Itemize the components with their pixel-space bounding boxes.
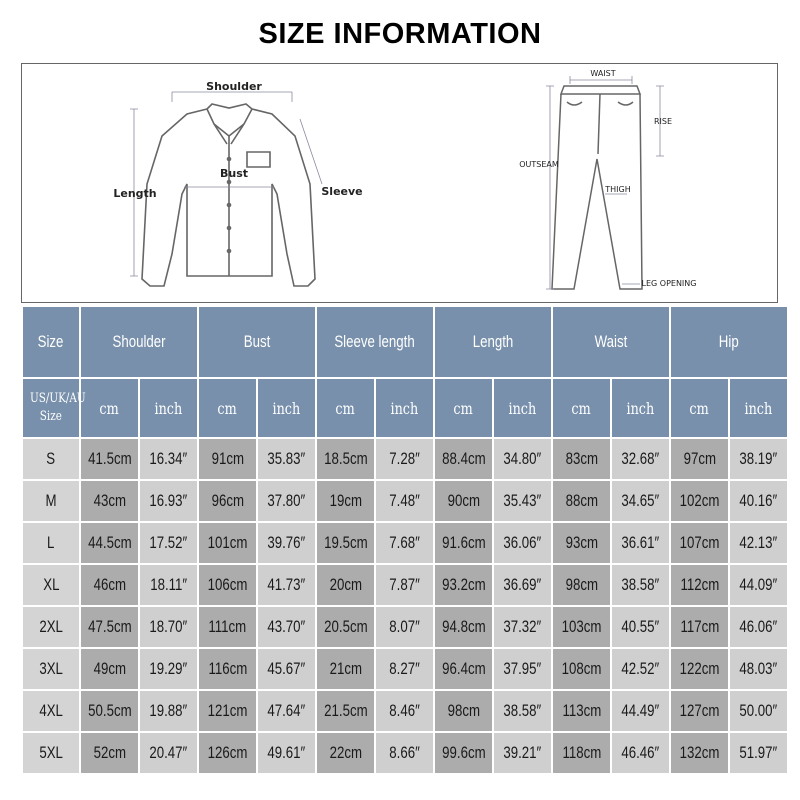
cell-hip-in: 46.06″ [730, 607, 787, 647]
cell-waist-cm: 93cm [553, 523, 610, 563]
cell-waist-cm: 118cm [553, 733, 610, 773]
table-row [23, 565, 787, 605]
cell-hip-cm: 107cm [671, 523, 728, 563]
table-row [23, 733, 787, 773]
cell-length-in: 37.95″ [494, 649, 551, 689]
unit-cm: cm [553, 379, 610, 437]
cell-bust-cm: 121cm [199, 691, 256, 731]
cell-bust-in: 45.67″ [258, 649, 315, 689]
leg-opening-label: LEG OPENING [641, 279, 697, 288]
cell-bust-cm: 101cm [199, 523, 256, 563]
thigh-label: THIGH [605, 185, 631, 194]
table-row [23, 691, 787, 731]
bust-label: Bust [219, 167, 249, 180]
garment-illustration [22, 64, 779, 304]
cell-length-in: 39.21″ [494, 733, 551, 773]
unit-cm: cm [671, 379, 728, 437]
cell-shoulder-in: 19.88″ [140, 691, 197, 731]
cell-size: 4XL [23, 691, 79, 731]
cell-hip-cm: 97cm [671, 439, 728, 479]
shirt-drawing [142, 104, 315, 286]
cell-shoulder-cm: 43cm [81, 481, 138, 521]
cell-bust-in: 43.70″ [258, 607, 315, 647]
cell-shoulder-in: 16.34″ [140, 439, 197, 479]
cell-hip-cm: 112cm [671, 565, 728, 605]
unit-cm: cm [81, 379, 138, 437]
cell-length-cm: 96.4cm [435, 649, 492, 689]
waist-label: WAIST [590, 69, 616, 78]
cell-sleeve-cm: 22cm [317, 733, 374, 773]
cell-shoulder-in: 16.93″ [140, 481, 197, 521]
cell-bust-in: 39.76″ [258, 523, 315, 563]
cell-bust-in: 35.83″ [258, 439, 315, 479]
cell-sleeve-in: 8.46″ [376, 691, 433, 731]
cell-hip-cm: 117cm [671, 607, 728, 647]
cell-sleeve-in: 7.68″ [376, 523, 433, 563]
unit-inch: inch [376, 379, 433, 437]
cell-sleeve-cm: 20.5cm [317, 607, 374, 647]
length-label: Length [113, 187, 157, 200]
page-title: SIZE INFORMATION [258, 18, 542, 50]
header-bust: Bust [199, 307, 315, 377]
cell-bust-cm: 116cm [199, 649, 256, 689]
cell-shoulder-cm: 50.5cm [81, 691, 138, 731]
cell-waist-cm: 103cm [553, 607, 610, 647]
cell-hip-in: 40.16″ [730, 481, 787, 521]
cell-length-cm: 88.4cm [435, 439, 492, 479]
cell-length-cm: 99.6cm [435, 733, 492, 773]
header-length: Length [435, 307, 551, 377]
cell-hip-in: 51.97″ [730, 733, 787, 773]
cell-waist-in: 46.46″ [612, 733, 669, 773]
unit-inch: inch [140, 379, 197, 437]
cell-shoulder-in: 19.29″ [140, 649, 197, 689]
header-size: Size [23, 307, 79, 377]
unit-cm: cm [317, 379, 374, 437]
cell-waist-cm: 113cm [553, 691, 610, 731]
unit-inch: inch [258, 379, 315, 437]
cell-length-in: 38.58″ [494, 691, 551, 731]
cell-sleeve-cm: 21cm [317, 649, 374, 689]
cell-sleeve-cm: 19.5cm [317, 523, 374, 563]
cell-length-in: 36.69″ [494, 565, 551, 605]
cell-sleeve-cm: 20cm [317, 565, 374, 605]
cell-bust-cm: 126cm [199, 733, 256, 773]
cell-waist-in: 36.61″ [612, 523, 669, 563]
unit-inch: inch [494, 379, 551, 437]
unit-inch: inch [730, 379, 787, 437]
cell-bust-cm: 91cm [199, 439, 256, 479]
cell-length-cm: 98cm [435, 691, 492, 731]
unit-inch: inch [612, 379, 669, 437]
unit-cm: cm [199, 379, 256, 437]
cell-hip-in: 48.03″ [730, 649, 787, 689]
cell-bust-in: 37.80″ [258, 481, 315, 521]
header-sleeve-length: Sleeve length [317, 307, 433, 377]
cell-shoulder-cm: 47.5cm [81, 607, 138, 647]
cell-shoulder-cm: 41.5cm [81, 439, 138, 479]
cell-sleeve-cm: 19cm [317, 481, 374, 521]
table-header-row [23, 307, 787, 377]
cell-size: L [23, 523, 79, 563]
shoulder-label: Shoulder [206, 80, 262, 93]
measurement-diagram [21, 63, 778, 303]
cell-bust-cm: 111cm [199, 607, 256, 647]
table-row [23, 649, 787, 689]
cell-shoulder-cm: 49cm [81, 649, 138, 689]
cell-size: S [23, 439, 79, 479]
cell-shoulder-in: 20.47″ [140, 733, 197, 773]
cell-size: 5XL [23, 733, 79, 773]
cell-size: XL [23, 565, 79, 605]
cell-sleeve-cm: 21.5cm [317, 691, 374, 731]
table-row [23, 481, 787, 521]
cell-length-cm: 90cm [435, 481, 492, 521]
cell-waist-cm: 83cm [553, 439, 610, 479]
header-waist: Waist [553, 307, 669, 377]
cell-waist-in: 38.58″ [612, 565, 669, 605]
unit-size-cell: US/UK/AU Size [23, 379, 79, 437]
cell-length-cm: 91.6cm [435, 523, 492, 563]
cell-bust-in: 47.64″ [258, 691, 315, 731]
cell-waist-in: 34.65″ [612, 481, 669, 521]
cell-waist-in: 44.49″ [612, 691, 669, 731]
cell-hip-in: 50.00″ [730, 691, 787, 731]
cell-sleeve-in: 8.07″ [376, 607, 433, 647]
unit-cm: cm [435, 379, 492, 437]
cell-hip-in: 44.09″ [730, 565, 787, 605]
cell-hip-cm: 122cm [671, 649, 728, 689]
cell-hip-cm: 102cm [671, 481, 728, 521]
cell-length-in: 35.43″ [494, 481, 551, 521]
cell-length-in: 34.80″ [494, 439, 551, 479]
cell-waist-in: 32.68″ [612, 439, 669, 479]
cell-bust-cm: 96cm [199, 481, 256, 521]
cell-hip-cm: 132cm [671, 733, 728, 773]
cell-waist-in: 40.55″ [612, 607, 669, 647]
cell-waist-cm: 88cm [553, 481, 610, 521]
cell-sleeve-in: 7.28″ [376, 439, 433, 479]
cell-shoulder-cm: 44.5cm [81, 523, 138, 563]
cell-length-cm: 94.8cm [435, 607, 492, 647]
cell-shoulder-cm: 52cm [81, 733, 138, 773]
cell-sleeve-cm: 18.5cm [317, 439, 374, 479]
cell-sleeve-in: 8.27″ [376, 649, 433, 689]
cell-size: 3XL [23, 649, 79, 689]
table-row [23, 607, 787, 647]
table-row [23, 523, 787, 563]
cell-hip-in: 42.13″ [730, 523, 787, 563]
cell-sleeve-in: 8.66″ [376, 733, 433, 773]
cell-bust-cm: 106cm [199, 565, 256, 605]
cell-bust-in: 49.61″ [258, 733, 315, 773]
shirt-guides [130, 92, 322, 276]
cell-length-cm: 93.2cm [435, 565, 492, 605]
cell-size: 2XL [23, 607, 79, 647]
header-shoulder: Shoulder [81, 307, 197, 377]
cell-hip-cm: 127cm [671, 691, 728, 731]
cell-sleeve-in: 7.48″ [376, 481, 433, 521]
cell-shoulder-cm: 46cm [81, 565, 138, 605]
cell-bust-in: 41.73″ [258, 565, 315, 605]
cell-waist-in: 42.52″ [612, 649, 669, 689]
cell-sleeve-in: 7.87″ [376, 565, 433, 605]
rise-label: RISE [653, 117, 673, 126]
pants-guides [546, 76, 664, 289]
outseam-label: OUTSEAM [519, 160, 559, 169]
cell-shoulder-in: 18.11″ [140, 565, 197, 605]
cell-length-in: 37.32″ [494, 607, 551, 647]
size-rows [23, 439, 787, 773]
cell-shoulder-in: 17.52″ [140, 523, 197, 563]
table-unit-row [23, 379, 787, 437]
cell-waist-cm: 98cm [553, 565, 610, 605]
header-hip: Hip [671, 307, 787, 377]
cell-waist-cm: 108cm [553, 649, 610, 689]
cell-hip-in: 38.19″ [730, 439, 787, 479]
cell-shoulder-in: 18.70″ [140, 607, 197, 647]
table-row [23, 439, 787, 479]
cell-length-in: 36.06″ [494, 523, 551, 563]
sleeve-label: Sleeve [321, 185, 363, 198]
size-chart-table [21, 305, 789, 775]
cell-size: M [23, 481, 79, 521]
